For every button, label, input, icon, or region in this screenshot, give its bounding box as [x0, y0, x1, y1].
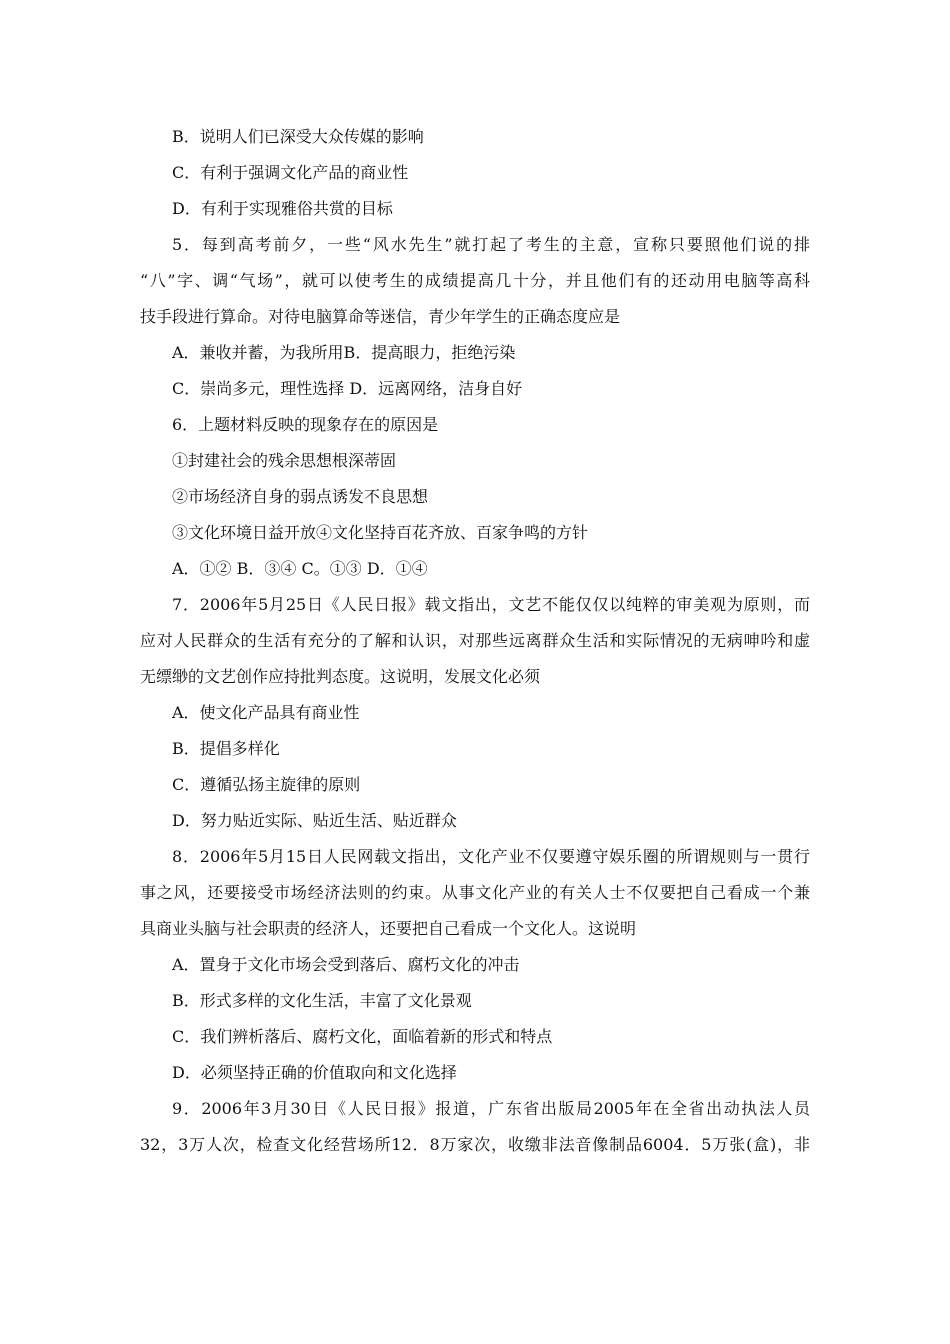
question-8-line-2: 事之风，还要接受市场经济法则的约束。从事文化产业的有关人士不仅要把自己看成一个兼 [140, 883, 810, 902]
question-7-line-3: 无缥缈的文艺创作应持批判态度。这说明，发展文化必须 [140, 667, 541, 686]
option-b-q7: B．提倡多样化 [172, 739, 280, 758]
option-c-q7: C．遵循弘扬主旋律的原则 [172, 775, 361, 794]
option-c-q8: C．我们辨析落后、腐朽文化，面临着新的形式和特点 [172, 1027, 553, 1046]
statement-1-q6: ①封建社会的残余思想根深蒂固 [172, 451, 397, 470]
option-d-q4: D．有利于实现雅俗共赏的目标 [172, 199, 393, 218]
question-5-line-1: 5．每到高考前夕，一些“风水先生”就打起了考生的主意，宣称只要照他们说的排 [172, 235, 810, 254]
question-7-line-1: 7．2006年5月25日《人民日报》载文指出，文艺不能仅仅以纯粹的审美观为原则，而 [172, 595, 810, 614]
question-9-line-1: 9．2006年3月30日《人民日报》报道，广东省出版局2005年在全省出动执法人员 [172, 1099, 810, 1118]
statement-3-4-q6: ③文化环境日益开放④文化坚持百花齐放、百家争鸣的方针 [172, 523, 589, 542]
question-7-line-2: 应对人民群众的生活有充分的了解和认识，对那些远离群众生活和实际情况的无病呻吟和虚 [140, 631, 810, 650]
options-ab-q5: A．兼收并蓄，为我所用B．提高眼力，拒绝污染 [172, 343, 516, 362]
statement-2-q6: ②市场经济自身的弱点诱发不良思想 [172, 487, 429, 506]
question-8-line-1: 8．2006年5月15日人民网载文指出，文化产业不仅要遵守娱乐圈的所谓规则与一贯行 [172, 847, 810, 866]
option-b-q4: B．说明人们已深受大众传媒的影响 [172, 127, 424, 146]
option-d-q7: D．努力贴近实际、贴近生活、贴近群众 [172, 811, 457, 830]
question-5-line-2: “八”字、调“气场”，就可以使考生的成绩提高几十分，并且他们有的还动用电脑等高科 [140, 271, 810, 290]
option-a-q8: A．置身于文化市场会受到落后、腐朽文化的冲击 [172, 955, 520, 974]
options-cd-q5: C．崇尚多元，理性选择 D．远离网络，洁身自好 [172, 379, 523, 398]
option-c-q4: C．有利于强调文化产品的商业性 [172, 163, 409, 182]
question-9-line-2: 32，3万人次，检查文化经营场所12．8万家次，收缴非法音像制品6004．5万张(盒)，非 [140, 1135, 810, 1154]
option-a-q7: A．使文化产品具有商业性 [172, 703, 360, 722]
option-d-q8: D．必须坚持正确的价值取向和文化选择 [172, 1063, 457, 1082]
options-q6: A．①② B．③④ C。①③ D．①④ [172, 559, 428, 578]
option-b-q8: B．形式多样的文化生活，丰富了文化景观 [172, 991, 472, 1010]
question-6: 6．上题材料反映的现象存在的原因是 [172, 415, 439, 434]
question-8-line-3: 具商业头脑与社会职责的经济人，还要把自己看成一个文化人。这说明 [140, 919, 637, 938]
question-5-line-3: 技手段进行算命。对待电脑算命等迷信，青少年学生的正确态度应是 [140, 307, 621, 326]
